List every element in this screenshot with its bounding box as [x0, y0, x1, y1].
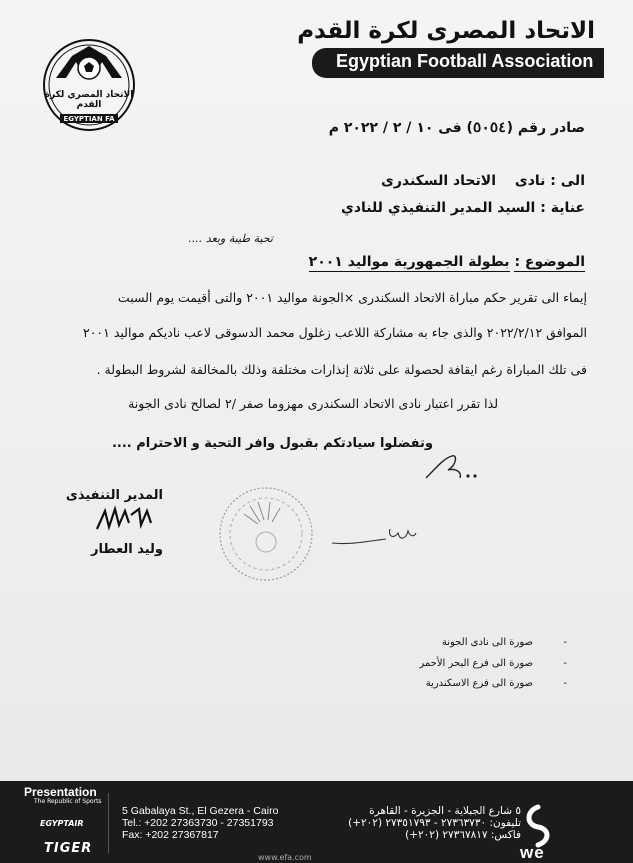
sponsor-egyptair: EGYPTAIR: [40, 819, 84, 828]
address-ar: ٥ شارع الجبلاية - الجزيرة - القاهرة: [369, 805, 521, 817]
footer-divider: [108, 793, 109, 853]
tel-ar: تليفون: ٢٧٣٦٣٧٣٠ - ٢٧٣٥١٧٩٣ (٢٠٢+): [348, 817, 521, 829]
body-line-2: الموافق ٢٠٢٢/٢/١٢ والذى جاء به مشاركة اللاعب زغلول محمد الدسوقى لاعب ناديكم مواليد ٢٠٠١: [82, 325, 587, 340]
sponsor-presentation-tagline: The Republic of Sports: [34, 798, 102, 805]
sponsor-tiger: TIGER: [44, 841, 93, 856]
fax-ar: فاكس: ٢٧٣٦٧٨١٧ (٢٠٢+): [405, 829, 521, 841]
footer-contact-en: [122, 805, 278, 841]
subject-label: الموضوع :: [514, 254, 585, 270]
website-link[interactable]: www.efa.com: [258, 853, 312, 862]
recipient-club: الاتحاد السكندرى: [380, 173, 497, 189]
cc-item: صورة الى فرع البحر الأحمر -: [419, 658, 567, 669]
cc-item: صورة الى نادى الجونة -: [441, 637, 567, 648]
attention-label: عناية :: [540, 200, 585, 216]
efa-logo: [42, 38, 136, 132]
body-line-3: فى تلك المباراة رغم ايقافة لحصولة على ثلاثة إنذارات مختلفة وذلك بالمخالفة لشروط البطولة .: [96, 362, 587, 377]
subject-value: بطولة الجمهورية مواليد ٢٠٠١: [308, 254, 510, 270]
issue-prefix: صادر رقم (: [506, 120, 585, 136]
official-stamp: [214, 484, 318, 584]
issue-number: ٥٠٥٤: [472, 120, 507, 136]
recipient-label: الى : نادى: [514, 173, 585, 189]
second-signature: [330, 515, 420, 549]
issue-number-line: [329, 120, 585, 136]
director-signature: [95, 505, 155, 537]
issue-date: ) فى ١٠ / ٢ / ٢٠٢٢ م: [328, 120, 473, 136]
signature-title: المدير التنفيذى: [65, 488, 163, 503]
cc-item: صورة الى فرع الاسكندرية -: [425, 678, 567, 689]
logo-text-ar: الاتحاد المصري لكرة القدم: [44, 90, 134, 110]
header-title-en: Egyptian Football Association: [336, 51, 594, 71]
body-line-1: إيماء الى تقرير حكم مباراة الاتحاد السكندرى ×الجونة مواليد ٢٠٠١ والتى أقيمت يوم السبت: [117, 290, 587, 305]
attention-line: [341, 200, 585, 216]
tel-en: Tel.: +202 27363730 - 27351793: [122, 817, 274, 829]
attention-value: السيد المدير التنفيذي للنادي: [340, 200, 536, 216]
footer: [0, 781, 633, 863]
address-en: 5 Gabalaya St., El Gezera - Cairo: [122, 805, 279, 817]
body-line-4: لذا تقرر اعتبار نادى الاتحاد السكندرى مهزوما صفر /٢ لصالح نادى الجونة: [128, 396, 498, 411]
we-brand: we: [520, 843, 545, 862]
closing-line: وتفضلوا سيادتكم بقبول وافر التحية و الاحترام ....: [111, 436, 433, 451]
sponsor-presentation: Presentation: [24, 785, 97, 799]
fax-en: Fax: +202 27367817: [122, 829, 219, 841]
signature-name: وليد العطار: [90, 542, 163, 557]
logo-text-en: EGYPTIAN FA: [63, 115, 115, 123]
footer-contact-ar: [348, 805, 521, 841]
greeting: تحية طيبة وبعد ....: [188, 232, 273, 245]
recipient-line: [381, 173, 585, 189]
initials-signature: [422, 448, 482, 488]
header-title-ar: الاتحاد المصرى لكرة القدم: [297, 18, 595, 44]
subject-line: [309, 254, 585, 270]
